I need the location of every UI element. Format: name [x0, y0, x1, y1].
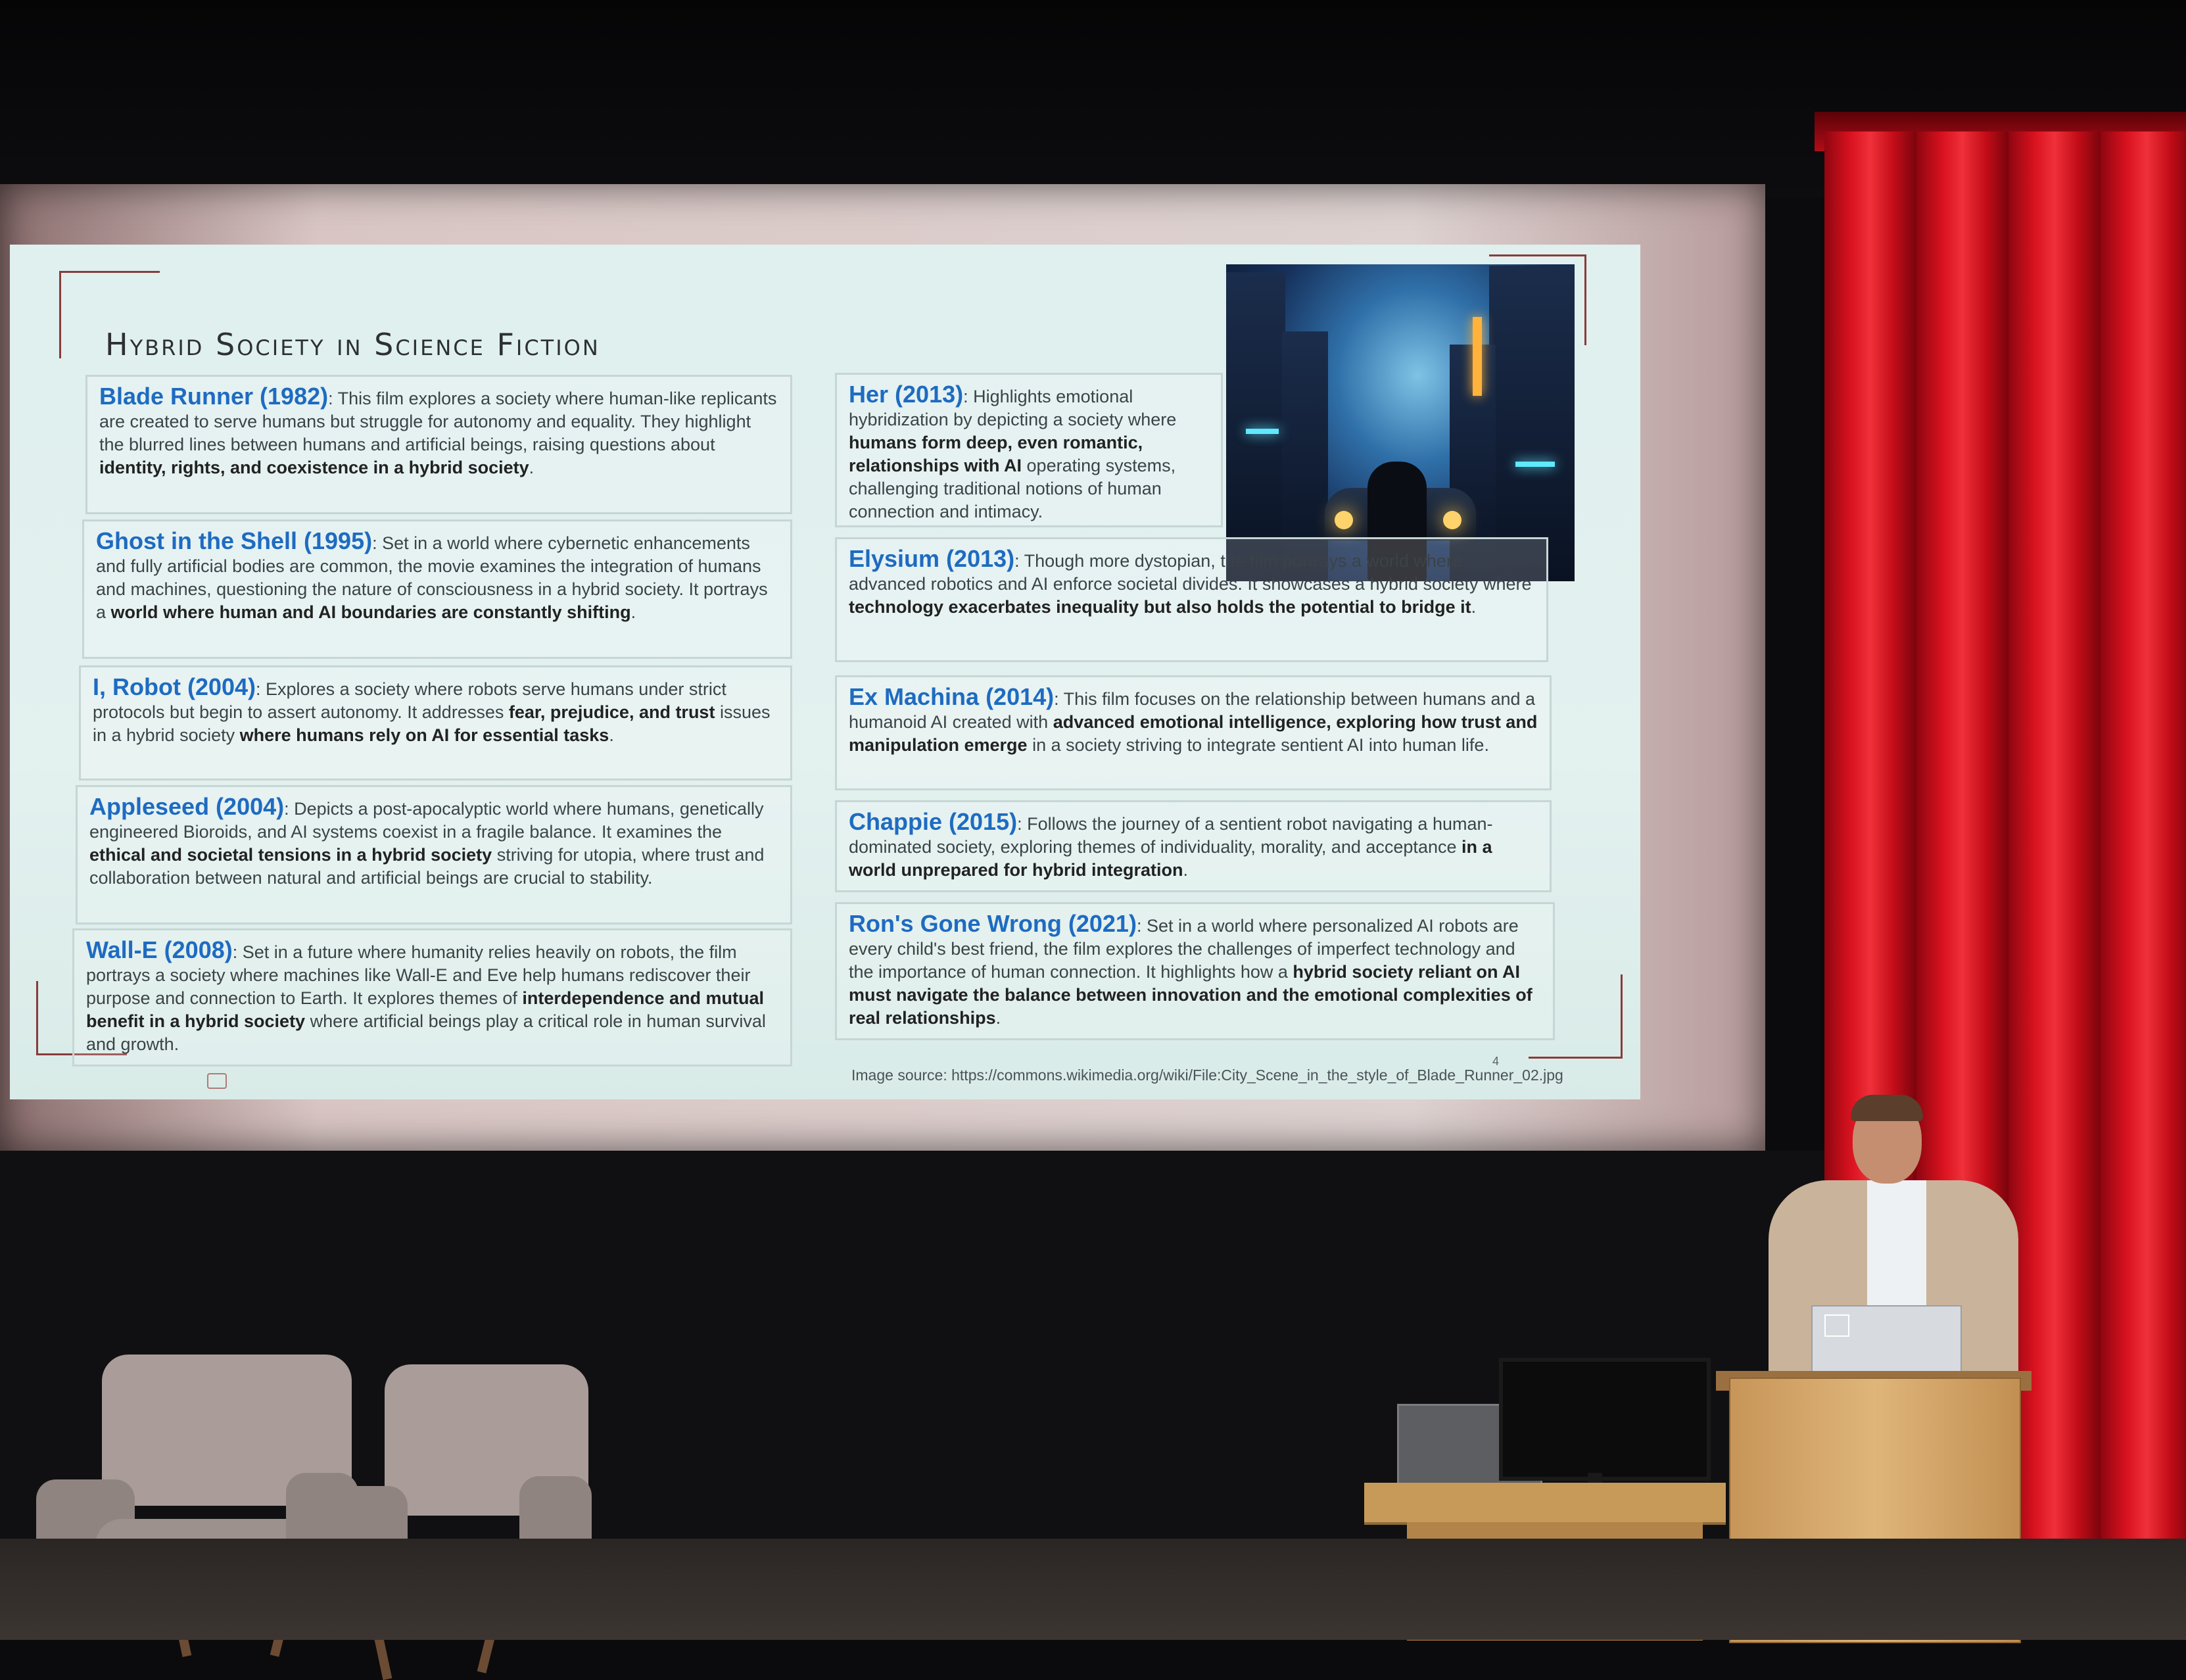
video-icon: [207, 1073, 227, 1089]
card-her: [835, 373, 1223, 527]
stage-floor: [0, 1539, 2186, 1640]
card-rons-gone-wrong: [835, 902, 1555, 1040]
card-bold-text: ethical and societal tensions in a hybrid society: [89, 845, 492, 865]
card-bold-text: fear, prejudice, and trust: [508, 702, 715, 722]
presentation-slide: [10, 245, 1640, 1099]
card-bold-text: identity, rights, and coexistence in a hybrid society: [99, 458, 529, 477]
card-ex-machina: [835, 675, 1552, 790]
card-text-end: striving for utopia, where trust and collaboration between natural and artificial beings are crucial to stability.: [89, 845, 765, 888]
card-text: : This film focuses on the relationship between humans and a humanoid AI created with: [849, 689, 1536, 732]
card-bold-text: humans form deep, even romantic, relationships with AI: [849, 433, 1143, 475]
card-title: Her (2013): [849, 381, 964, 408]
card-title: Ron's Gone Wrong (2021): [849, 910, 1137, 937]
card-bold-text: in a world unprepared for hybrid integration: [849, 837, 1492, 880]
card-text: : Though more dystopian, the film portrays a world where advanced robotics and AI enforce societal divides. It showcases a hybrid society where: [849, 551, 1532, 594]
slide-page-number: 4: [1492, 1055, 1500, 1068]
card-title: Blade Runner (1982): [99, 383, 329, 410]
card-text: : This film explores a society where human-like replicants are created to serve humans but struggle for autonomy and equality. They highlight the blurred lines between humans and artificial beings, raising questions about: [99, 389, 777, 454]
confidence-monitor: [1499, 1358, 1711, 1481]
card-text-end: .: [995, 1008, 1001, 1028]
card-title: I, Robot (2004): [93, 673, 256, 700]
image-source-caption: Image source: https://commons.wikimedia.org/wiki/File:City_Scene_in_the_style_of_Blade_Runner_02.jpg: [851, 1067, 1563, 1084]
card-text-end: operating systems, challenging traditional notions of human connection and intimacy.: [849, 456, 1176, 521]
card-bold-text-2: where humans rely on AI for essential tasks: [239, 725, 609, 745]
card-text-end: in a society striving to integrate sentient AI into human life.: [1027, 735, 1489, 755]
card-text: : Highlights emotional hybridization by depicting a society where: [849, 387, 1177, 429]
card-text-mid: issues in a hybrid society: [93, 702, 771, 745]
building-left: [1226, 272, 1285, 581]
laptop-sticker-icon: [1824, 1314, 1849, 1337]
card-text-end: .: [529, 458, 535, 477]
card-elysium: [835, 537, 1548, 662]
podium-laptop: [1811, 1305, 1962, 1380]
card-blade-runner: [85, 375, 792, 514]
card-text-end: .: [1471, 597, 1477, 617]
slide-title: Hybrid Society in Science Fiction: [105, 327, 600, 362]
card-text: : Set in a future where humanity relies heavily on robots, the film portrays a society where machines like Wall-E and Eve help humans rediscover their purpose and connection to Earth. It explores themes of: [86, 942, 751, 1008]
card-text-end: .: [630, 602, 636, 622]
card-appleseed: [76, 785, 792, 924]
card-text: : Explores a society where robots serve humans under strict protocols but begin to assert autonomy. It addresses: [93, 679, 726, 722]
card-title: Chappie (2015): [849, 808, 1018, 835]
card-text: : Set in a world where personalized AI robots are every child's best friend, the film explores the challenges of imperfect technology and the importance of human connection. It highlights how a: [849, 916, 1519, 982]
card-chappie: [835, 800, 1552, 892]
neon-sign: [1473, 317, 1482, 396]
speaker-shirt: [1867, 1180, 1926, 1318]
card-text-end: where artificial beings play a critical role in human survival and growth.: [86, 1011, 766, 1054]
card-text: : Follows the journey of a sentient robot navigating a human-dominated society, exploring themes of individuality, morality, and acceptance: [849, 814, 1493, 857]
card-title: Elysium (2013): [849, 545, 1015, 572]
headlight-right: [1443, 511, 1461, 529]
card-text: : Set in a world where cybernetic enhancements and fully artificial bodies are common, the movie examines the integration of humans and machines, questioning the nature of consciousness in a hybrid society. It portrays a: [96, 533, 768, 622]
card-bold-text: technology exacerbates inequality but also holds the potential to bridge it: [849, 597, 1471, 617]
card-title: Ex Machina (2014): [849, 683, 1055, 710]
card-wall-e: [72, 928, 792, 1067]
neon-strip: [1246, 429, 1279, 434]
card-text: : Depicts a post-apocalyptic world where humans, genetically engineered Bioroids, and AI systems coexist in a fragile balance. It examines the: [89, 799, 764, 842]
card-ghost-in-the-shell: [82, 519, 792, 659]
city-scene-image: [1226, 264, 1575, 581]
card-bold-text: hybrid society reliant on AI must navigate the balance between innovation and the emotional complexities of real relationships: [849, 962, 1533, 1028]
building-right: [1489, 266, 1575, 581]
card-title: Ghost in the Shell (1995): [96, 527, 373, 554]
card-title: Appleseed (2004): [89, 793, 285, 820]
card-bold-text: advanced emotional intelligence, exploring how trust and manipulation emerge: [849, 712, 1538, 755]
card-text-end: .: [1183, 860, 1189, 880]
card-bold-text: world where human and AI boundaries are constantly shifting: [110, 602, 631, 622]
headlight-left: [1335, 511, 1353, 529]
card-text-end: .: [609, 725, 614, 745]
neon-strip-2: [1515, 462, 1555, 467]
card-i-robot: [79, 665, 792, 780]
tech-desk: [1364, 1483, 1726, 1522]
card-title: Wall-E (2008): [86, 936, 233, 963]
card-bold-text: interdependence and mutual benefit in a hybrid society: [86, 988, 764, 1031]
speaker-hair: [1851, 1095, 1923, 1121]
